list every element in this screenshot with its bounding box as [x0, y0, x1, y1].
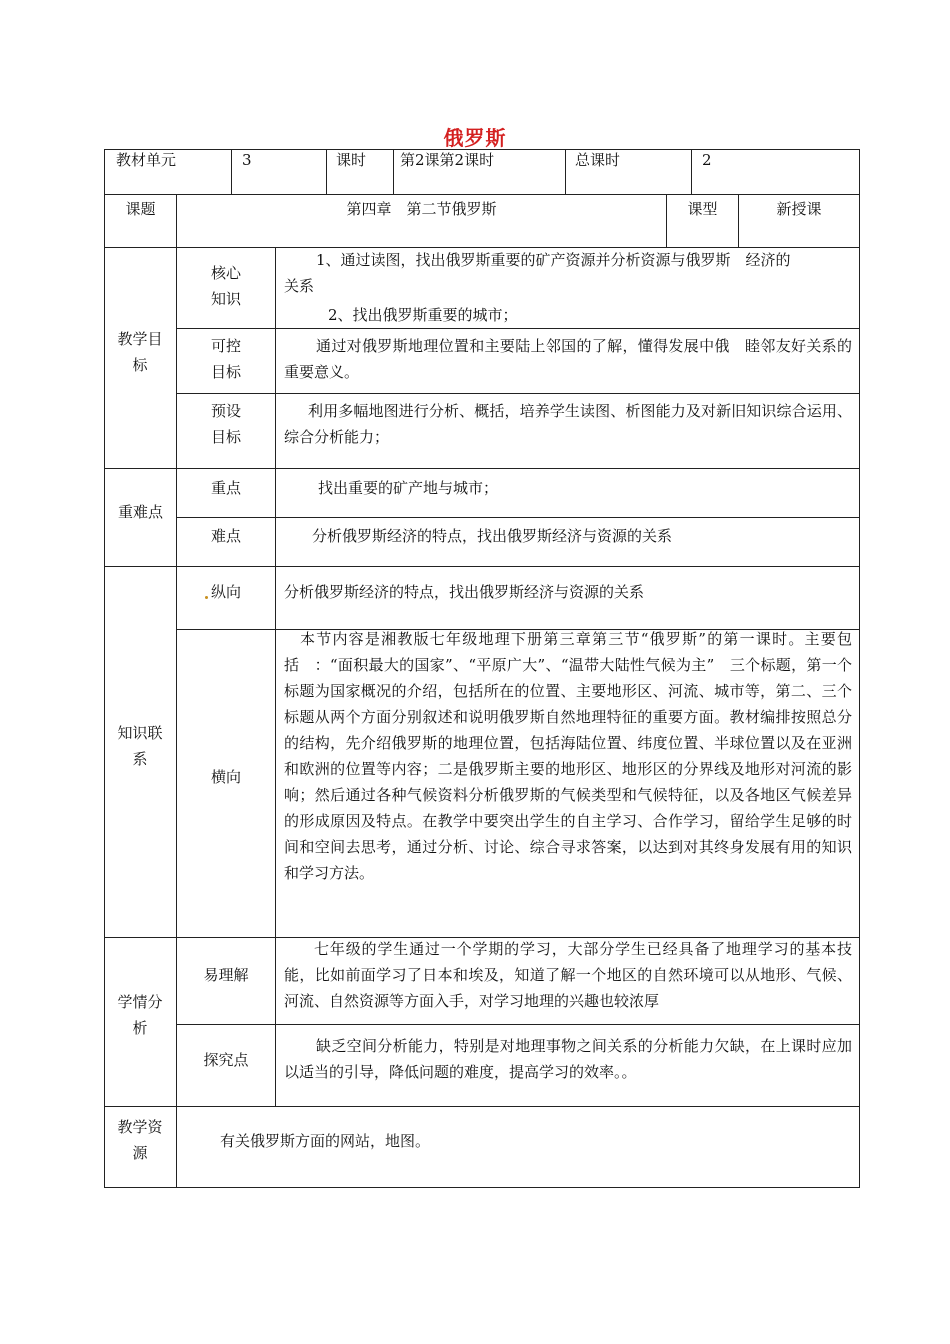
hard-label: 难点 — [210, 527, 241, 545]
key-label: 重点 — [210, 479, 241, 497]
lesson-value: 第2课第2课时 — [400, 151, 495, 169]
resources-label: 教学资源 — [117, 1118, 163, 1162]
explore-label: 探究点 — [203, 1051, 249, 1069]
preset-label: 预设目标 — [210, 402, 241, 446]
key-text: 找出重要的矿产地与城市； — [318, 479, 499, 497]
explore-text: 缺乏空间分析能力，特别是对地理事物之间关系的分析能力欠缺，在上课时应加以适当的引导，降低问题的难度，提高学习的效率。。 — [284, 1037, 852, 1081]
easy-text: 七年级的学生通过一个学期的学习，大部分学生已经具备了地理学习的基本技能，比如前面学习了日本和埃及，知道了解一个地区的自然环境可以从地形、气候、河流、自然资源等方面入手，对学习地理的兴趣也较浓厚 — [284, 940, 852, 1010]
type-value: 新授课 — [776, 200, 822, 218]
goals-label: 教学目标 — [117, 330, 163, 374]
unit-label: 教材单元 — [116, 151, 177, 169]
total-label: 总课时 — [575, 151, 621, 169]
horizontal-label: 横向 — [210, 768, 241, 786]
easy-label: 易理解 — [203, 966, 249, 984]
preset-text: 利用多幅地图进行分析、概括，培养学生读图、析图能力及对新旧知识综合运用、综合分析能力； — [284, 402, 852, 446]
lesson-label: 课时 — [336, 151, 367, 169]
focus-label: 重难点 — [117, 503, 163, 521]
core-line-1: 1、通过读图，找出俄罗斯重要的矿产资源并分析资源与俄罗斯 经济的 — [316, 251, 791, 269]
horizontal-text: 本节内容是湘教版七年级地理下册第三章第三节“俄罗斯”的第一课时。主要包括 ：“面积最大的国家”、“平原广大”、“温带大陆性气候为主” 三个标题，第一个标题为国家概况的介绍，包括所在的位置、主要地形区、河流、城市等，第二、三个标题从两个方面分别叙述和说明俄罗斯自然地理特征的重要方面。教材编排按照总分的结构，先介绍俄罗斯的地理位置，包括海陆位置、纬度位置、半球位置以及在亚洲和欧洲的位置等内容；二是俄罗斯主要的地形区、地形区的分界线及地形对河流的影响；然后通过各种气候资料分析俄罗斯的气候类型和气候特征，以及各地区气候差异的形成原因及特点。在教学中要突出学生的自主学习、合作学习，留给学生足够的时间和空间去思考，通过分析、讨论、综合寻求答案，以达到对其终身发展有用的知识和学习方法。 — [284, 630, 852, 882]
students-label: 学情分析 — [117, 993, 163, 1037]
core-label: 核心知识 — [210, 264, 241, 308]
hard-text: 分析俄罗斯经济的特点，找出俄罗斯经济与资源的关系 — [312, 527, 673, 545]
cell-total-value — [691, 149, 860, 195]
core-line-2: 关系 — [284, 277, 315, 295]
unit-value: 3 — [242, 151, 252, 169]
links-label: 知识联系 — [117, 724, 163, 768]
control-text: 通过对俄罗斯地理位置和主要陆上邻国的了解，懂得发展中俄 睦邻友好关系的重要意义。 — [284, 337, 852, 381]
type-label: 课型 — [687, 200, 718, 218]
control-label: 可控目标 — [210, 337, 241, 381]
topic-value: 第四章 第二节俄罗斯 — [346, 200, 497, 218]
core-line-3: 2、找出俄罗斯重要的城市； — [328, 306, 518, 324]
topic-label: 课题 — [125, 200, 156, 218]
page-title: 俄罗斯 — [443, 126, 507, 150]
resources-text: 有关俄罗斯方面的网站，地图。 — [220, 1132, 431, 1150]
vertical-label: 纵向 — [210, 583, 241, 601]
vertical-text: 分析俄罗斯经济的特点，找出俄罗斯经济与资源的关系 — [284, 583, 645, 601]
total-value: 2 — [702, 151, 712, 169]
